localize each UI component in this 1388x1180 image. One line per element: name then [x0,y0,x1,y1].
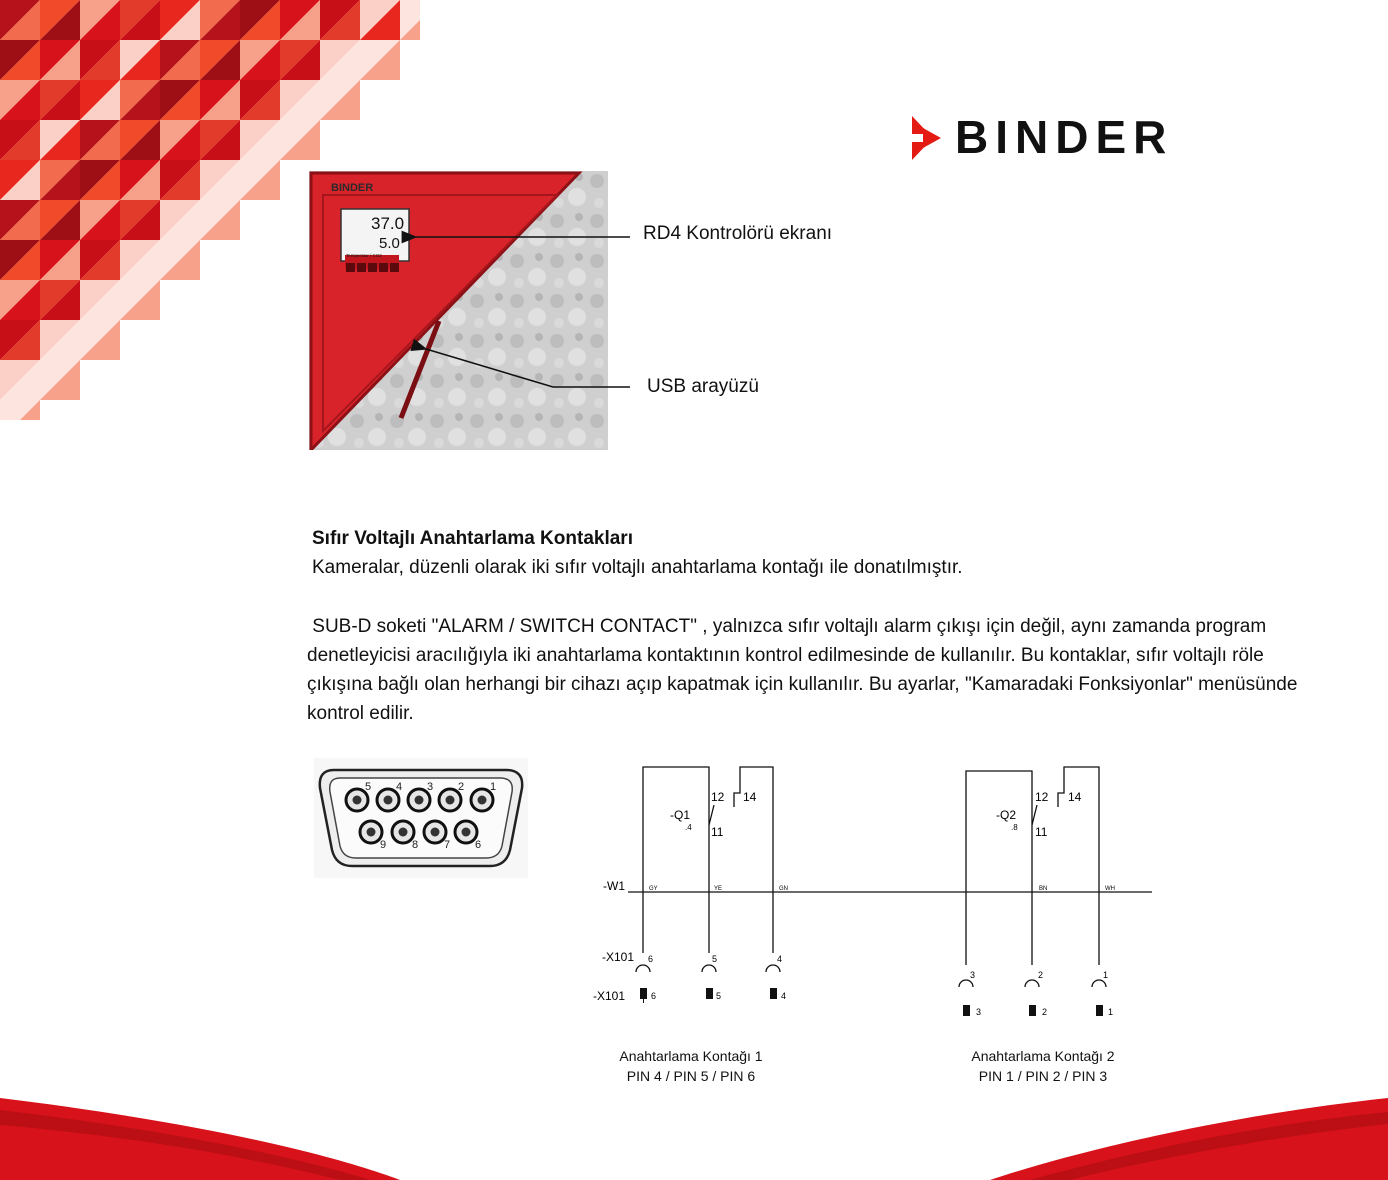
contact1-caption-pins: PIN 4 / PIN 5 / PIN 6 [626,1068,756,1084]
controller-brand-text: BINDER [331,182,374,194]
wire-color-gn: GN [779,886,788,892]
c2-socket-pin-1: 1 [1103,970,1109,980]
usb-callout-label: USB arayüzü [647,376,759,397]
wiring-schematic [590,755,1170,1095]
wire-color-bn: BN [1039,886,1048,892]
connector-pin-number: 4 [396,781,403,793]
relay1-ref: .4 [685,823,692,832]
contact2-caption-pins: PIN 1 / PIN 2 / PIN 3 [978,1068,1108,1084]
contact1-caption [591,1048,791,1084]
x101-plug-label: -X101 [593,989,626,1003]
c1-socket-pin-5: 5 [712,954,718,964]
connector-pin-number: 1 [490,781,497,793]
relay2-ref: .8 [1011,823,1018,832]
relay1-pin14: 14 [743,790,757,804]
controller-temp-readout: 37.0 [371,214,405,233]
relay2-pin12: 12 [1035,790,1049,804]
c1-plug-pin-5: 5 [716,991,722,1001]
c2-plug-pin-3: 3 [976,1007,982,1017]
sub-d-connector-diagram [314,758,528,878]
connector-pin-number: 7 [444,839,451,851]
wire-color-wh: WH [1105,886,1115,892]
usb-callout-line [426,349,630,387]
relay1-pin12: 12 [711,790,725,804]
c1-socket-pin-6: 6 [648,954,654,964]
connector-pin-number: 8 [412,839,419,851]
connector-pin-number: 5 [365,781,372,793]
contact1-caption-title: Anahtarlama Kontağı 1 [619,1048,763,1064]
c2-plug-pin-1: 1 [1108,1007,1114,1017]
controller-display-caption: Temperatur / CO2 [346,253,382,258]
connector-pin-number: 2 [458,781,465,793]
screen-callout-label: RD4 Kontrolörü ekranı [643,223,833,244]
wire-color-ye: YE [714,886,723,892]
relay1-pin11: 11 [711,825,724,839]
connector-pin-number: 9 [380,839,387,851]
wire-color-gy: GY [649,886,658,892]
contact2-caption-title: Anahtarlama Kontağı 2 [971,1048,1115,1064]
c2-plug-pin-2: 2 [1042,1007,1048,1017]
relay2-pin14: 14 [1068,790,1082,804]
relay2-name: -Q2 [996,808,1017,822]
w1-label: -W1 [603,879,625,893]
section-paragraph-2: SUB-D soketi "ALARM / SWITCH CONTACT" , yalnızca sıfır voltajlı alarm çıkışı için değil, aynı zamanda program denetleyicisi aracılığıyla iki anahtarlama kontaktının kontrol edilmesinde de kullanılır. Bu kontaklar, sıfır voltajlı röle çıkışına bağlı olan herhangi bir cihazı açıp kapatmak için kullanılır. Bu ayarlar, "Kamaradaki Fonksiyonlar" menüsünde kontrol edilir. [307,616,1303,724]
c1-plug-pin-4: 4 [781,991,787,1001]
section-heading: Sıfır Voltajlı Anahtarlama Kontakları [312,528,633,549]
c2-socket-pin-3: 3 [970,970,976,980]
c1-socket-pin-4: 4 [777,954,783,964]
relay2-pin11: 11 [1035,825,1048,839]
relay1-name: -Q1 [670,808,691,822]
connector-pin-number: 3 [427,781,434,793]
c2-socket-pin-2: 2 [1038,970,1044,980]
x101-socket-label: -X101 [602,950,635,964]
contact2-caption [943,1048,1143,1084]
section-paragraph-1: Kameralar, düzenli olarak iki sıfır voltajlı anahtarlama kontağı ile donatılmıştır. [312,557,963,578]
decorative-bottom-swoosh [0,1080,1388,1180]
logo-text: BINDER [955,111,1174,163]
c1-plug-pin-6: 6 [651,991,657,1001]
controller-co2-readout: 5.0 [379,235,400,252]
connector-pin-number: 6 [475,839,482,851]
